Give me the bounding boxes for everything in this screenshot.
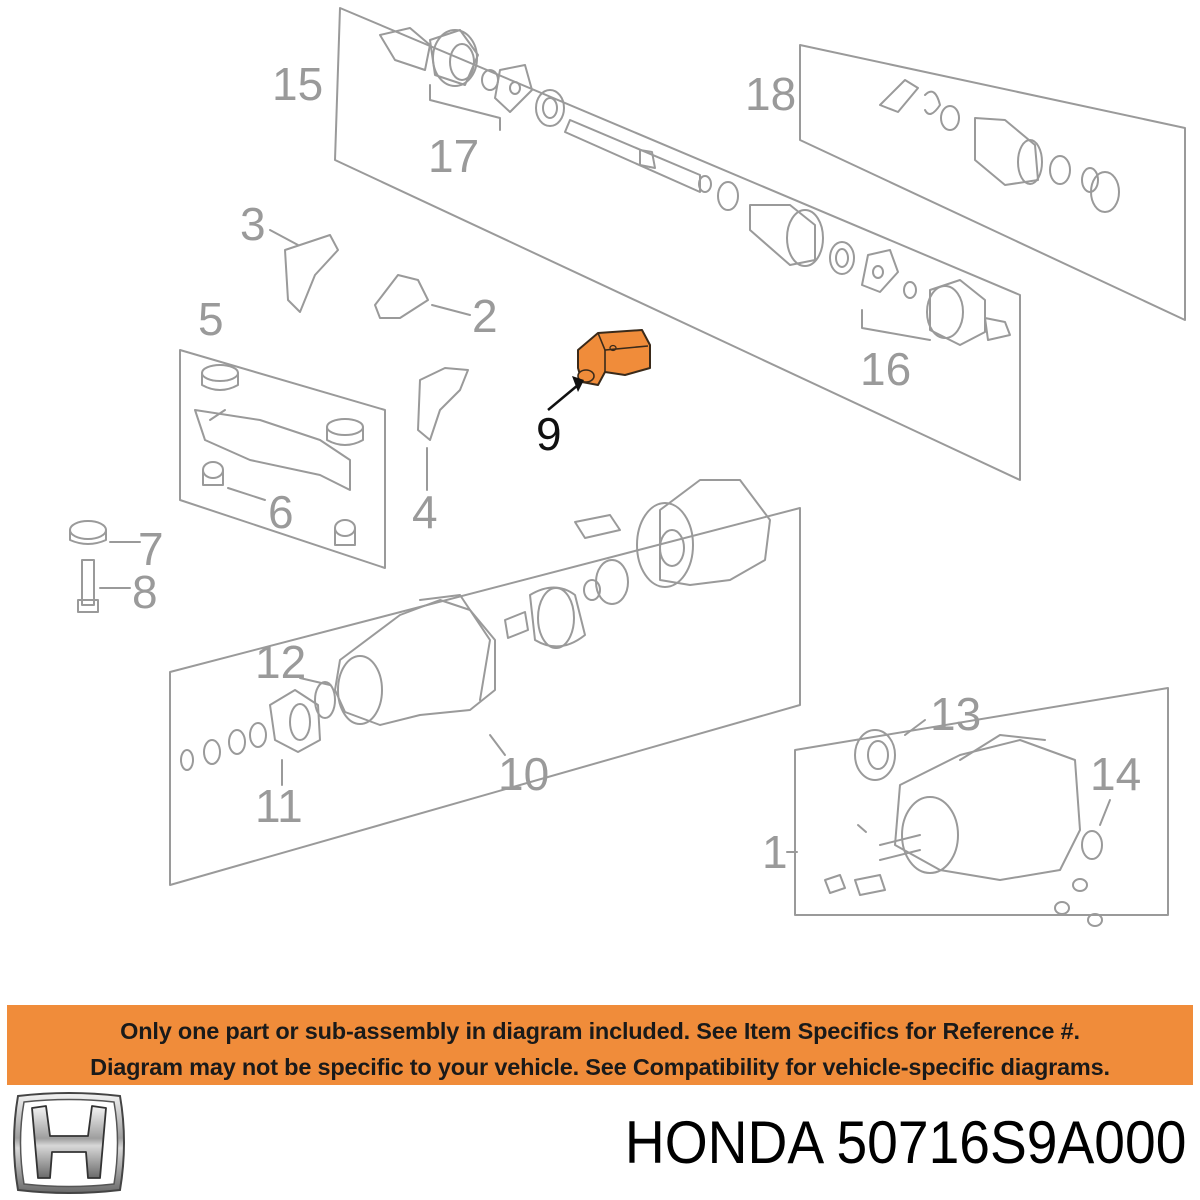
- callout-15: 15: [272, 58, 324, 110]
- callout-16: 16: [860, 343, 912, 395]
- leader-13: [905, 720, 925, 735]
- brand-footer: [0, 1092, 1200, 1200]
- callout-4: 4: [412, 486, 438, 538]
- callout-6: 6: [268, 486, 294, 538]
- panel-axle-shaft: [335, 8, 1020, 480]
- panel-diff-assembly: [795, 688, 1168, 915]
- callout-18: 18: [745, 68, 797, 120]
- leader-17: [430, 85, 500, 130]
- honda-h-logo-icon: [8, 1092, 130, 1195]
- brand-name: HONDA: [624, 1109, 821, 1176]
- leader-2: [432, 305, 470, 315]
- callout-1: 1: [762, 826, 788, 878]
- leader-14: [1100, 800, 1110, 825]
- callout-11: 11: [255, 780, 303, 832]
- part-3-bracket: [285, 235, 338, 312]
- callout-3: 3: [240, 198, 266, 250]
- leader-16: [862, 310, 930, 340]
- disclaimer-line-1: Only one part or sub-assembly in diagram included. See Item Specifics for Reference #.: [120, 1018, 1080, 1044]
- leader-3: [270, 230, 298, 245]
- callout-17: 17: [428, 130, 480, 182]
- callout-10: 10: [498, 748, 550, 800]
- boot-kit-drawing: [880, 80, 1119, 212]
- diff-assembly-drawing: [825, 730, 1102, 926]
- panel-boot-kit: [800, 45, 1185, 320]
- callout-5: 5: [198, 293, 224, 345]
- part-7-washer: [70, 521, 106, 539]
- callout-14: 14: [1090, 748, 1142, 800]
- part-number: 50716S9A000: [836, 1109, 1186, 1176]
- callout-12: 12: [255, 636, 307, 688]
- part-2-bracket: [375, 275, 428, 318]
- disclaimer-banner: [7, 1005, 1193, 1085]
- part-4-bracket: [418, 368, 468, 440]
- callout-8: 8: [132, 566, 158, 618]
- disclaimer-line-2: Diagram may not be specific to your vehicle. See Compatibility for vehicle-specific diagrams.: [90, 1054, 1110, 1080]
- part-9-highlighted: [548, 330, 650, 410]
- callout-7: 7: [138, 523, 164, 575]
- callout-9: 9: [536, 408, 562, 460]
- part-8-bolt: [78, 560, 98, 612]
- leader-6: [228, 488, 265, 500]
- callout-2: 2: [472, 290, 498, 342]
- callout-13: 13: [930, 688, 982, 740]
- leader-9: [548, 385, 578, 410]
- part-title: [624, 1098, 1186, 1188]
